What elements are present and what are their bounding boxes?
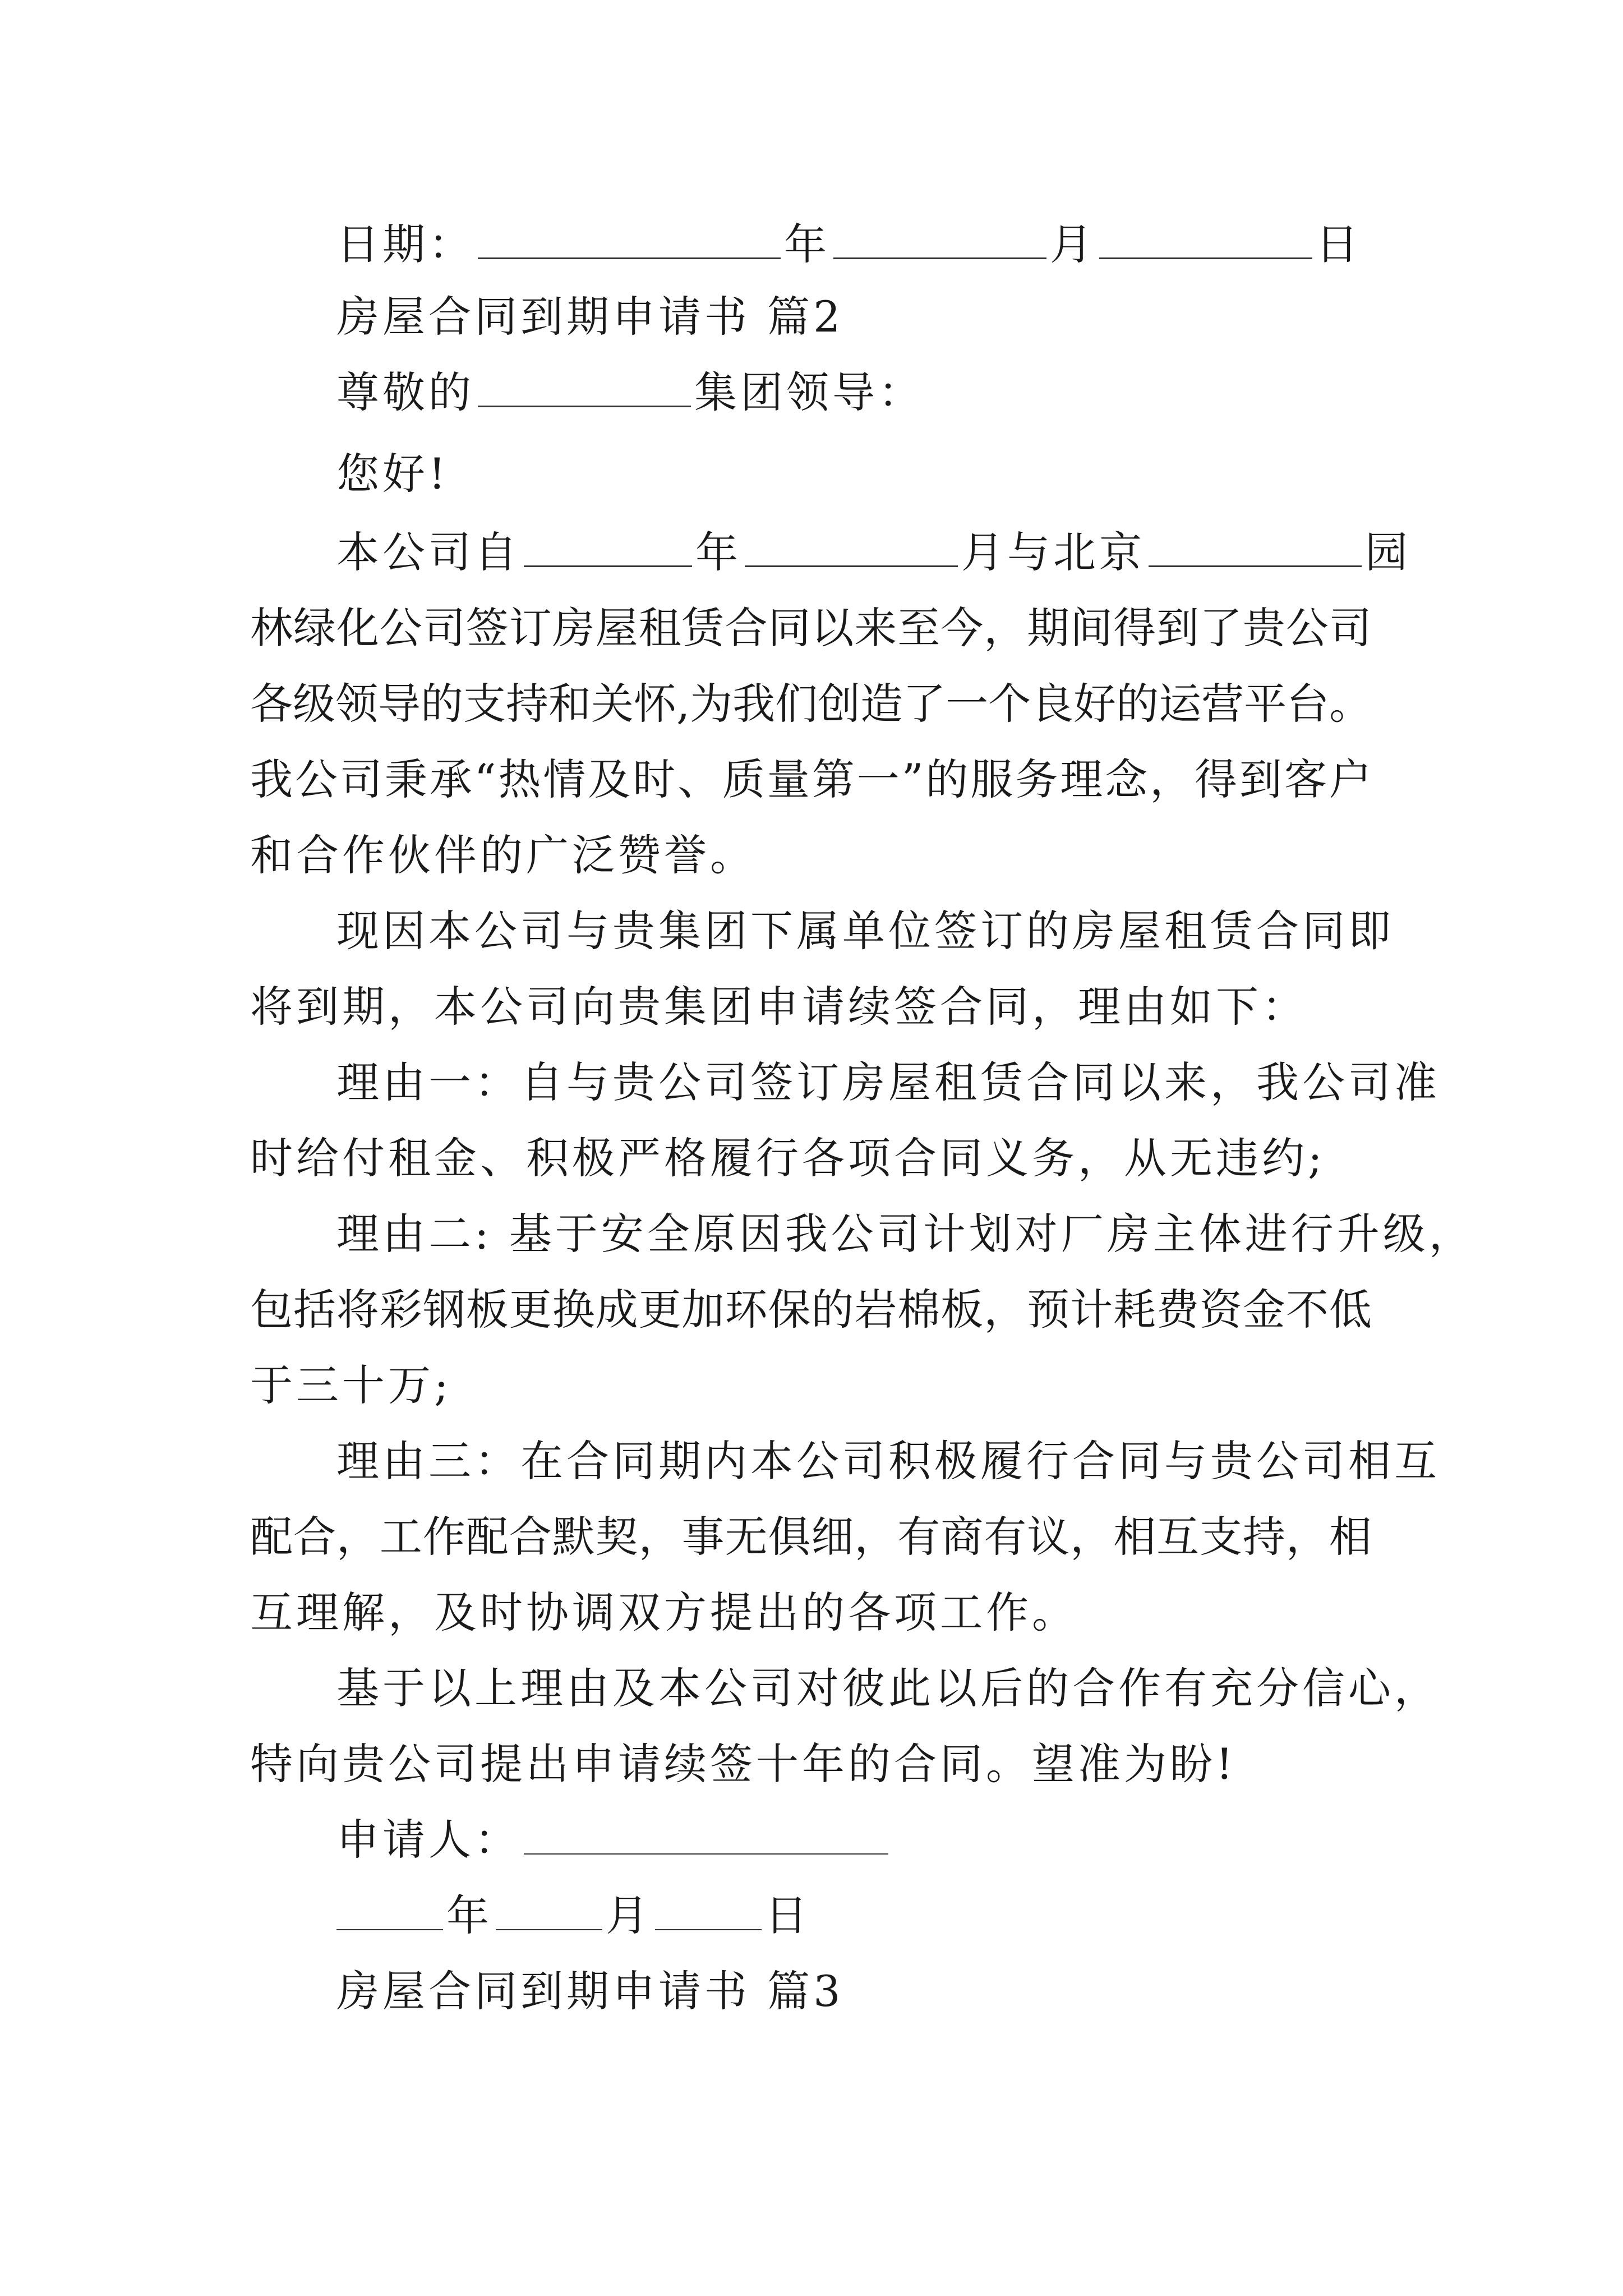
date-day-blank[interactable] xyxy=(1099,222,1312,259)
closing-line1: 基于以上理由及本公司对彼此以后的合作有充分信心， xyxy=(336,1663,1440,1713)
applicant-blank[interactable] xyxy=(524,1818,888,1855)
start-year-blank[interactable] xyxy=(524,530,692,567)
reason1-line1: 理由一：自与贵公司签订房屋租赁合同以来，我公司准 xyxy=(336,1057,1440,1107)
date-month-label: 月 xyxy=(1050,219,1096,269)
reason2-line2: 包 括 将 彩 钢 板 更 换 成 更 加 环 保 的 岩 棉 板 ， 预 计 耗 费 资 金 不 低 xyxy=(250,1285,1372,1335)
sign-day-label: 日 xyxy=(765,1890,811,1940)
salutation-prefix: 尊敬的 xyxy=(336,367,474,417)
date-month-blank[interactable] xyxy=(833,222,1046,259)
sign-year-label: 年 xyxy=(446,1890,492,1940)
sign-month-blank[interactable] xyxy=(496,1893,602,1930)
para1-line1 xyxy=(336,524,1411,581)
salutation-suffix: 集团领导： xyxy=(694,367,924,417)
sign-month-label: 月 xyxy=(606,1890,652,1940)
heading-part3: 房屋合同到期申请书 篇3 xyxy=(336,1966,844,2016)
reason2-line3: 于三十万; xyxy=(250,1360,452,1410)
landlord-name-blank[interactable] xyxy=(1149,530,1362,567)
para1-text-a: 本公司自 xyxy=(336,527,520,577)
start-month-blank[interactable] xyxy=(745,530,958,567)
signature-date-line xyxy=(333,1888,811,1944)
date-year-blank[interactable] xyxy=(478,222,781,259)
para1-text-d: 园 xyxy=(1365,527,1411,577)
reason3-line1: 理由三：在合同期内本公司积极履行合同与贵公司相互 xyxy=(336,1436,1440,1486)
heading-part2: 房屋合同到期申请书 篇2 xyxy=(336,292,844,342)
para2-line1: 现因本公司与贵集团下属单位签订的房屋租赁合同即 xyxy=(336,906,1394,956)
para2-line2: 将到期，本公司向贵集团申请续签合同，理由如下： xyxy=(250,982,1308,1032)
date-line xyxy=(336,217,1362,273)
company-name-blank[interactable] xyxy=(478,370,691,407)
reason3-line3: 互理解，及时协调双方提出的各项工作。 xyxy=(250,1588,1078,1637)
para1-line5: 和合作伙伴的广泛赞誉。 xyxy=(250,830,756,880)
para1-line3: 各 级 领 导 的 支 持 和 关 怀 , 为 我 们 创 造 了 一 个 良 好 的 运 营 平 台 。 xyxy=(250,679,1372,729)
date-year-label: 年 xyxy=(784,219,830,269)
reason1-line2: 时给付租金、积极严格履行各项合同义务，从无违约; xyxy=(250,1133,1326,1183)
para1-text-c: 月与北京 xyxy=(961,527,1145,577)
closing-line2: 特向贵公司提出申请续签十年的合同。望准为盼! xyxy=(250,1739,1237,1789)
greeting: 您好! xyxy=(336,449,449,499)
applicant-line xyxy=(336,1812,892,1868)
date-day-label: 日 xyxy=(1316,219,1362,269)
para1-text-b: 年 xyxy=(695,527,741,577)
date-label: 日期： xyxy=(336,219,474,269)
sign-year-blank[interactable] xyxy=(336,1893,443,1930)
para1-line2: 林 绿 化 公 司 签 订 房 屋 租 赁 合 同 以 来 至 今 ， 期 间 得 到 了 贵 公 司 xyxy=(250,603,1372,653)
applicant-label: 申请人： xyxy=(336,1815,520,1865)
para1-line4: 我 公 司 秉 承 “ 热 情 及 时 、 质 量 第 一 ” 的 服 务 理 念 ， 得 到 客 户 xyxy=(250,754,1372,804)
reason3-line2: 配 合 ， 工 作 配 合 默 契 ， 事 无 俱 细 ， 有 商 有 议 ， 相 互 支 持 ， 相 xyxy=(250,1512,1372,1562)
reason2-line1: 理由二: 基于安全原因我公司计划对厂房主体进行升级， xyxy=(336,1209,1475,1259)
salutation xyxy=(336,365,924,421)
sign-day-blank[interactable] xyxy=(655,1893,762,1930)
